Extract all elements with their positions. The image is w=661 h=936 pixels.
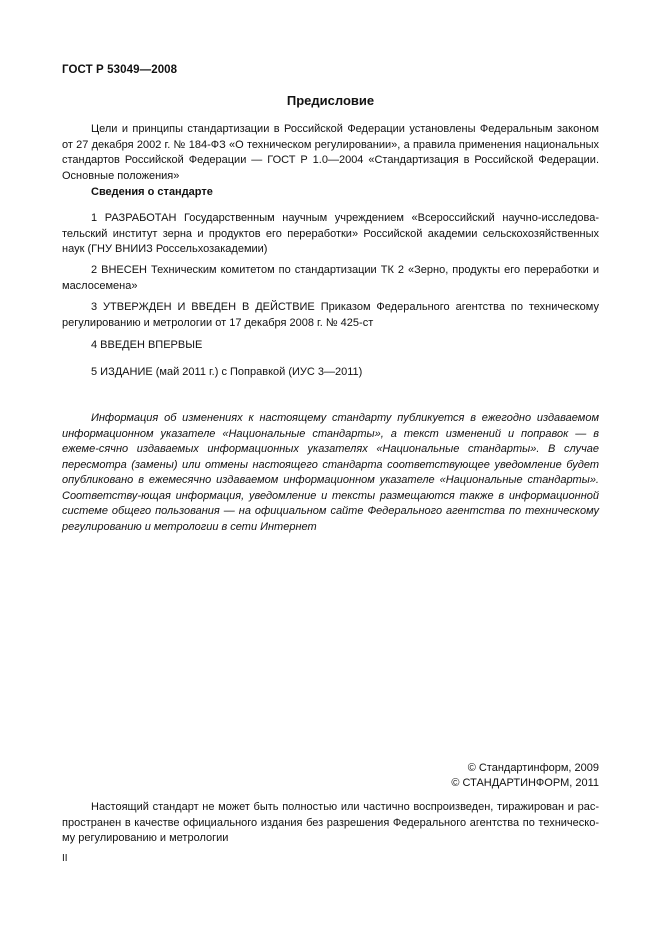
info-item-4: 4 ВВЕДЕН ВПЕРВЫЕ [91, 339, 203, 351]
info-item-1: 1 РАЗРАБОТАН Государственным научным учреждением «Всероссийский научно-исследова-тельский институт зерна и продуктов его переработки» Российской академии сельскохозяйственных наук (ГНУ ВНИИЗ Россельхозакадемии) [62, 212, 599, 255]
info-item-3: 3 УТВЕРЖДЕН И ВВЕДЕН В ДЕЙСТВИЕ Приказом Федерального агентства по техническому регулированию и метрологии от 17 декабря 2008 г. № 425-ст [62, 301, 599, 329]
standard-code-header: ГОСТ Р 53049—2008 [62, 64, 178, 76]
copyright-line-2009: © Стандартинформ, 2009 [467, 762, 599, 774]
copyright-line-2011: © СТАНДАРТИНФОРМ, 2011 [451, 777, 599, 789]
preface-title: Предисловие [286, 93, 375, 108]
amendments-notice: Информация об изменениях к настоящему стандарту публикуется в ежегодно издаваемом информационном указателе «Национальные стандарты», а текст изменений и поправок — в ежеме-сячно издаваемых информационных указателях «Национальные стандарты». В случае пересмотра (замены) или отмены настоящего стандарта соответствующее уведомление будет опубликовано в ежемесячно издаваемом информационном указателе «Национальные стандарты». Соответству-ющая информация, уведомление и тексты размещаются также в информационной системе общего пользования — на официальном сайте Федерального агентства по техническому регулированию и метрологии в сети Интернет [62, 412, 599, 533]
info-item-2: 2 ВНЕСЕН Техническим комитетом по стандартизации ТК 2 «Зерно, продукты его переработки и маслосемена» [62, 264, 599, 292]
info-item-5: 5 ИЗДАНИЕ (май 2011 г.) с Поправкой (ИУС 3—2011) [91, 366, 363, 378]
page-number: II [62, 853, 68, 864]
reproduction-notice: Настоящий стандарт не может быть полностью или частично воспроизведен, тиражирован и рас-пространен в качестве официального издания без разрешения Федерального агентства по техническо-му регулированию и метрологии [62, 801, 599, 844]
preface-intro-paragraph: Цели и принципы стандартизации в Российской Федерации установлены Федеральным законом от 27 декабря 2002 г. № 184-ФЗ «О техническом регулировании», а правила применения национальных стандартов Российской Федерации — ГОСТ Р 1.0—2004 «Стандартизация в Российской Федерации. Основные положения» [62, 123, 599, 182]
info-heading: Сведения о стандарте [91, 186, 213, 198]
